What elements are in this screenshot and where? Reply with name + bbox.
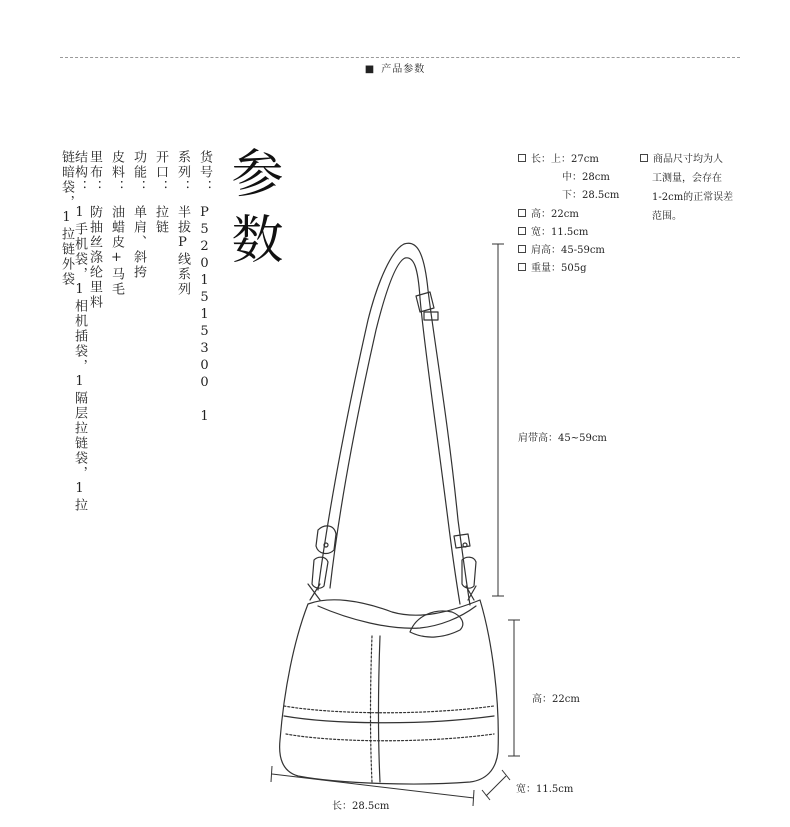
height-dimension-label: 高：22cm — [532, 694, 580, 705]
param-label: 里布 — [87, 150, 102, 180]
spec-width: 宽：11.5cm — [518, 223, 588, 238]
length-dimension-label: 长：28.5cm — [332, 801, 390, 812]
param-function: 功能：单肩、斜挎 — [131, 150, 146, 280]
spec-shoulder: 肩高：45-59cm — [518, 241, 605, 256]
spec-length-bottom: 下：28.5cm — [562, 190, 620, 201]
param-value: 防抽丝涤纶里料 — [87, 205, 102, 310]
param-opening: 开口：拉链 — [153, 150, 168, 235]
param-label: 功能 — [131, 150, 146, 180]
spec-length: 长：上：27cm — [518, 150, 599, 165]
length-dimension-line — [272, 774, 474, 798]
param-series: 系列：半拔P线系列 — [175, 150, 190, 297]
param-value: P5201515300 1 — [197, 205, 212, 426]
strap-dimension-label: 肩带高：45~59cm — [518, 433, 607, 444]
param-value: 油蜡皮+马毛 — [109, 205, 124, 297]
param-structure: 结构：1手机袋，1相机插袋，1隔层拉链袋，1拉链暗袋，1拉链外袋 — [59, 150, 87, 513]
param-label: 皮料 — [109, 150, 124, 180]
param-lining: 里布：防抽丝涤纶里料 — [87, 150, 102, 310]
param-value: 单肩、斜挎 — [131, 205, 146, 280]
width-dimension-label: 宽：11.5cm — [516, 784, 574, 795]
param-item-number: 货号：P5201515300 1 — [197, 150, 212, 426]
spec-length-mid: 中：28cm — [562, 172, 610, 183]
param-value: 拉链 — [153, 205, 168, 235]
param-value: 1手机袋，1相机插袋，1隔层拉链袋，1拉链暗袋，1拉链外袋 — [59, 150, 87, 513]
param-value: 半拔P线系列 — [175, 205, 190, 297]
square-bullet-icon: ■ — [364, 64, 376, 75]
param-label: 货号 — [197, 150, 212, 180]
section-title-text: 产品参数 — [381, 64, 426, 75]
big-title: 参数 — [222, 146, 282, 278]
width-dimension-line — [486, 776, 506, 796]
measurement-note: 商品尺寸均为人 工测量，会存在 1-2cm的正常误差 范围。 — [640, 150, 750, 226]
spec-height: 高：22cm — [518, 205, 579, 220]
param-label: 开口 — [153, 150, 168, 180]
spec-weight: 重量：505g — [518, 259, 587, 274]
param-label: 结构 — [72, 150, 87, 180]
param-label: 系列 — [175, 150, 190, 180]
param-leather: 皮料：油蜡皮+马毛 — [109, 150, 124, 297]
